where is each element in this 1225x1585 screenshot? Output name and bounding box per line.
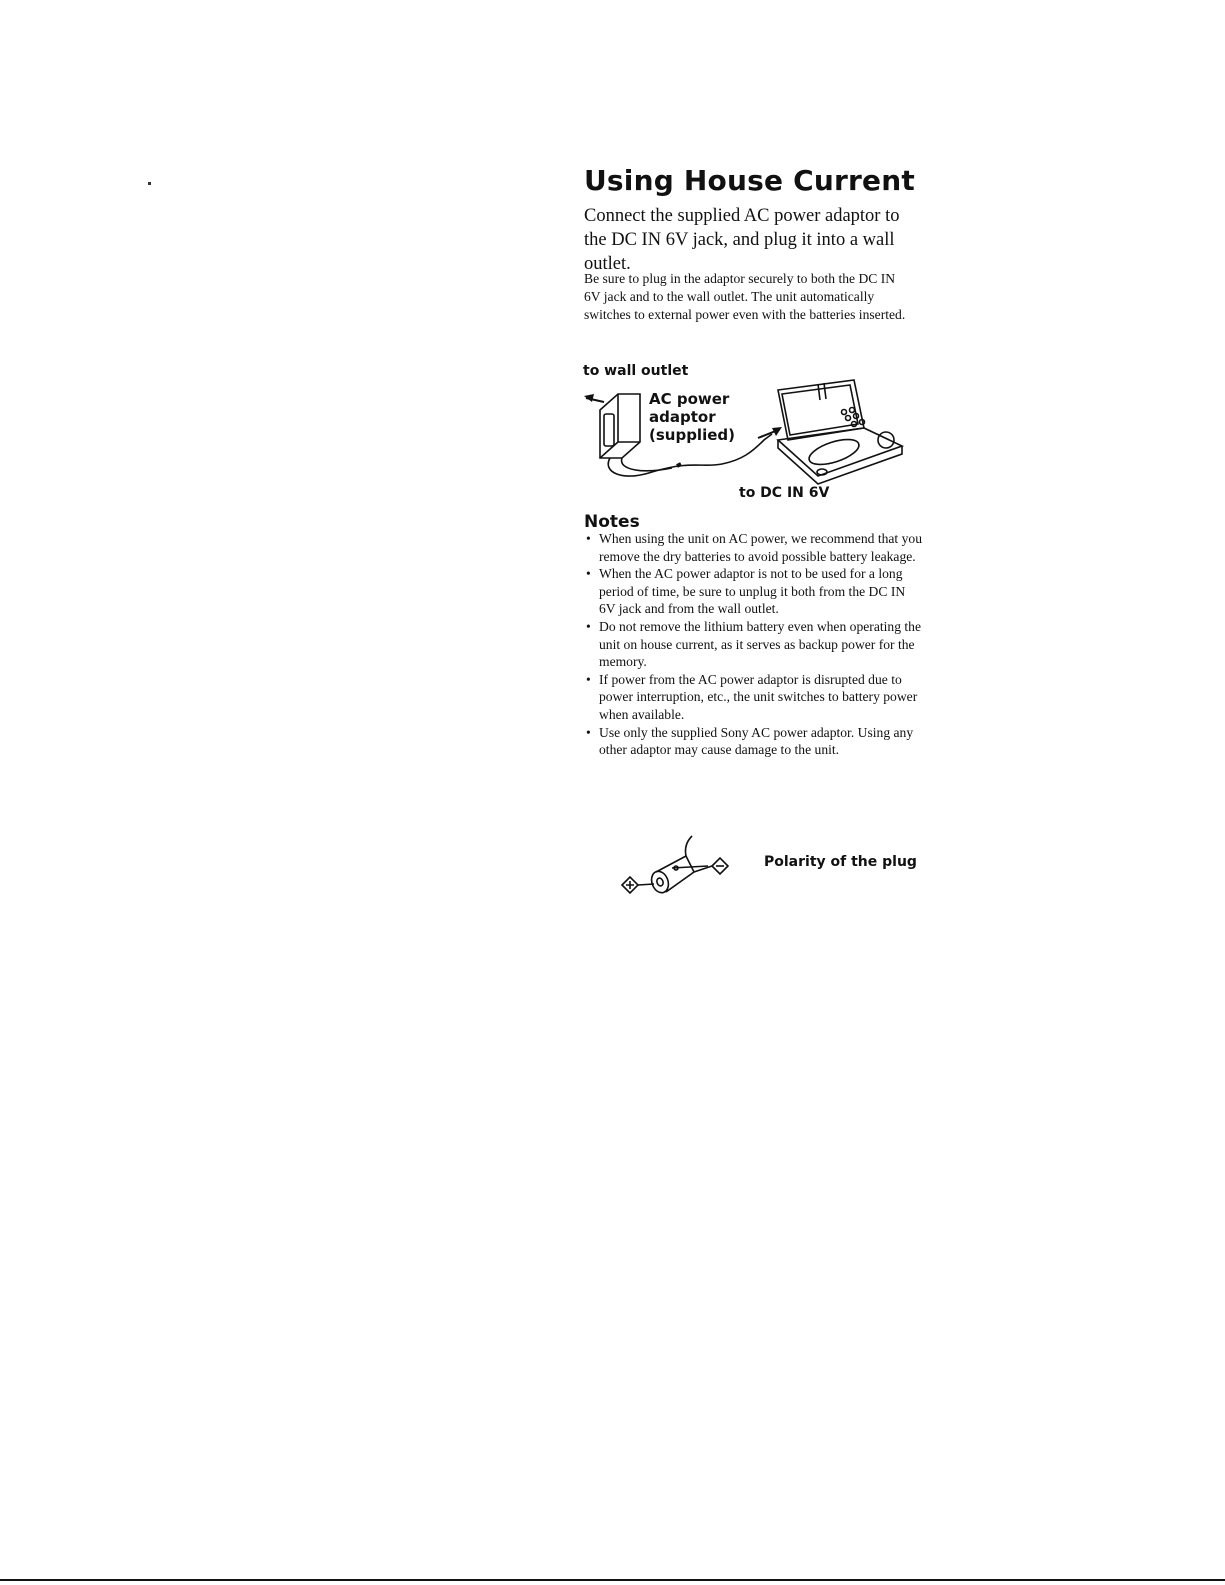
notes-heading: Notes [584, 512, 640, 532]
connection-figure [582, 360, 922, 505]
list-item: • Do not remove the lithium battery even when operating the unit on house current, as it serves as backup power for the memory. [584, 618, 924, 671]
intro-paragraph: Connect the supplied AC power adaptor to the DC IN 6V jack, and plug it into a wall outlet. [584, 206, 900, 274]
adaptor-label: AC power adaptor (supplied) [649, 390, 735, 444]
scan-speck [148, 182, 151, 185]
list-item: • When using the unit on AC power, we recommend that you remove the dry batteries to avoid possible battery leakage. [584, 530, 924, 565]
section-heading: Using House Current [584, 164, 915, 197]
portable-player-icon [778, 380, 902, 484]
detail-paragraph: Be sure to plug in the adaptor securely to both the DC IN 6V jack and to the wall outlet. The unit automatically switches to external power even with the batteries inserted. [584, 271, 906, 322]
polarity-figure [612, 832, 932, 902]
notes-list [584, 530, 924, 759]
list-item: • If power from the AC power adaptor is disrupted due to power interruption, etc., the unit switches to battery power when available. [584, 671, 924, 724]
list-item: • Use only the supplied Sony AC power adaptor. Using any other adaptor may cause damage to the unit. [584, 724, 924, 759]
polarity-label: Polarity of the plug [764, 854, 917, 870]
dc-in-label: to DC IN 6V [739, 485, 830, 501]
wall-outlet-label: to wall outlet [583, 363, 689, 379]
arrow-icon [584, 394, 604, 402]
plug-polarity-icon [612, 832, 762, 902]
list-item: • When the AC power adaptor is not to be used for a long period of time, be sure to unplug it both from the DC IN 6V jack and from the wall outlet. [584, 565, 924, 618]
page-edge-rule [0, 1579, 1225, 1581]
